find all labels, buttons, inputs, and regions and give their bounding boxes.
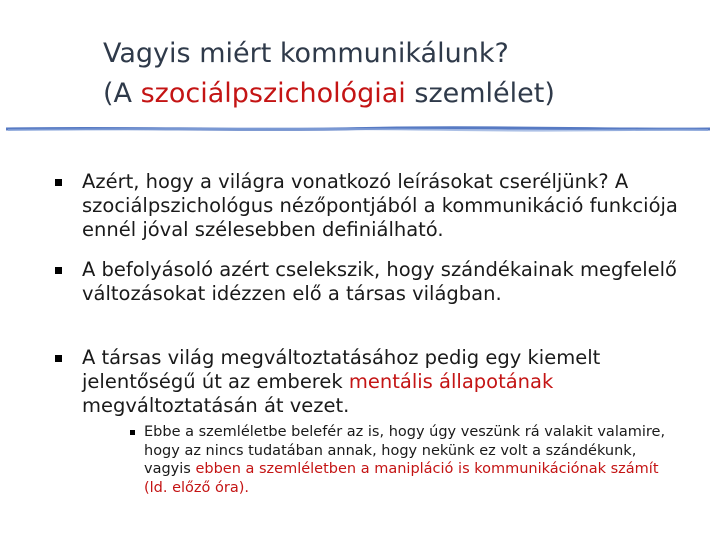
bullet-item-3 [82, 346, 682, 418]
title-line-2 [103, 74, 555, 114]
square-bullet-icon [55, 267, 62, 274]
title-underline [6, 125, 710, 133]
bullet-item-1 [82, 170, 682, 242]
bullet-text-2: A befolyásoló azért cselekszik, hogy szándékainak megfelelő változásokat idézzen elő a társas világban. [82, 258, 677, 305]
slide-title [103, 34, 555, 114]
bullet-text-3-highlight: mentális állapotának [348, 370, 554, 393]
bullet-text-3-prefix: A társas világ megváltoztatásához pedig egy kiemelt jelentőségű út az emberek [82, 346, 601, 393]
bullet-text-1: Azért, hogy a világra vonatkozó leírásokat cseréljünk? A szociálpszichológus nézőpontjából a kommunikáció funkciója ennél jóval szélesebben definiálható. [82, 170, 678, 241]
title-line-1: Vagyis miért kommunikálunk? [103, 38, 509, 69]
bullet-item-2 [82, 258, 682, 306]
sub-bullet-prefix: Ebbe a szemléletbe belefér az is, hogy úgy veszünk rá valakit valamire, hogy az nincs tudatában annak, hogy nekünk ez volt a szándékunk, vagyis [144, 424, 666, 477]
sub-bullet-highlight: ebben a szemléletben a manipláció is kommunikációnak számít (ld. előző óra). [144, 461, 659, 496]
sub-bullet-item [144, 423, 684, 497]
title-suffix: szemlélet) [405, 78, 555, 109]
square-bullet-icon [55, 355, 62, 362]
title-highlight: szociálpszichológiai [140, 78, 406, 109]
square-bullet-icon [130, 430, 135, 435]
square-bullet-icon [55, 179, 62, 186]
title-prefix: (A [103, 78, 141, 109]
bullet-text-3-suffix: megváltoztatásán át vezet. [82, 394, 350, 417]
